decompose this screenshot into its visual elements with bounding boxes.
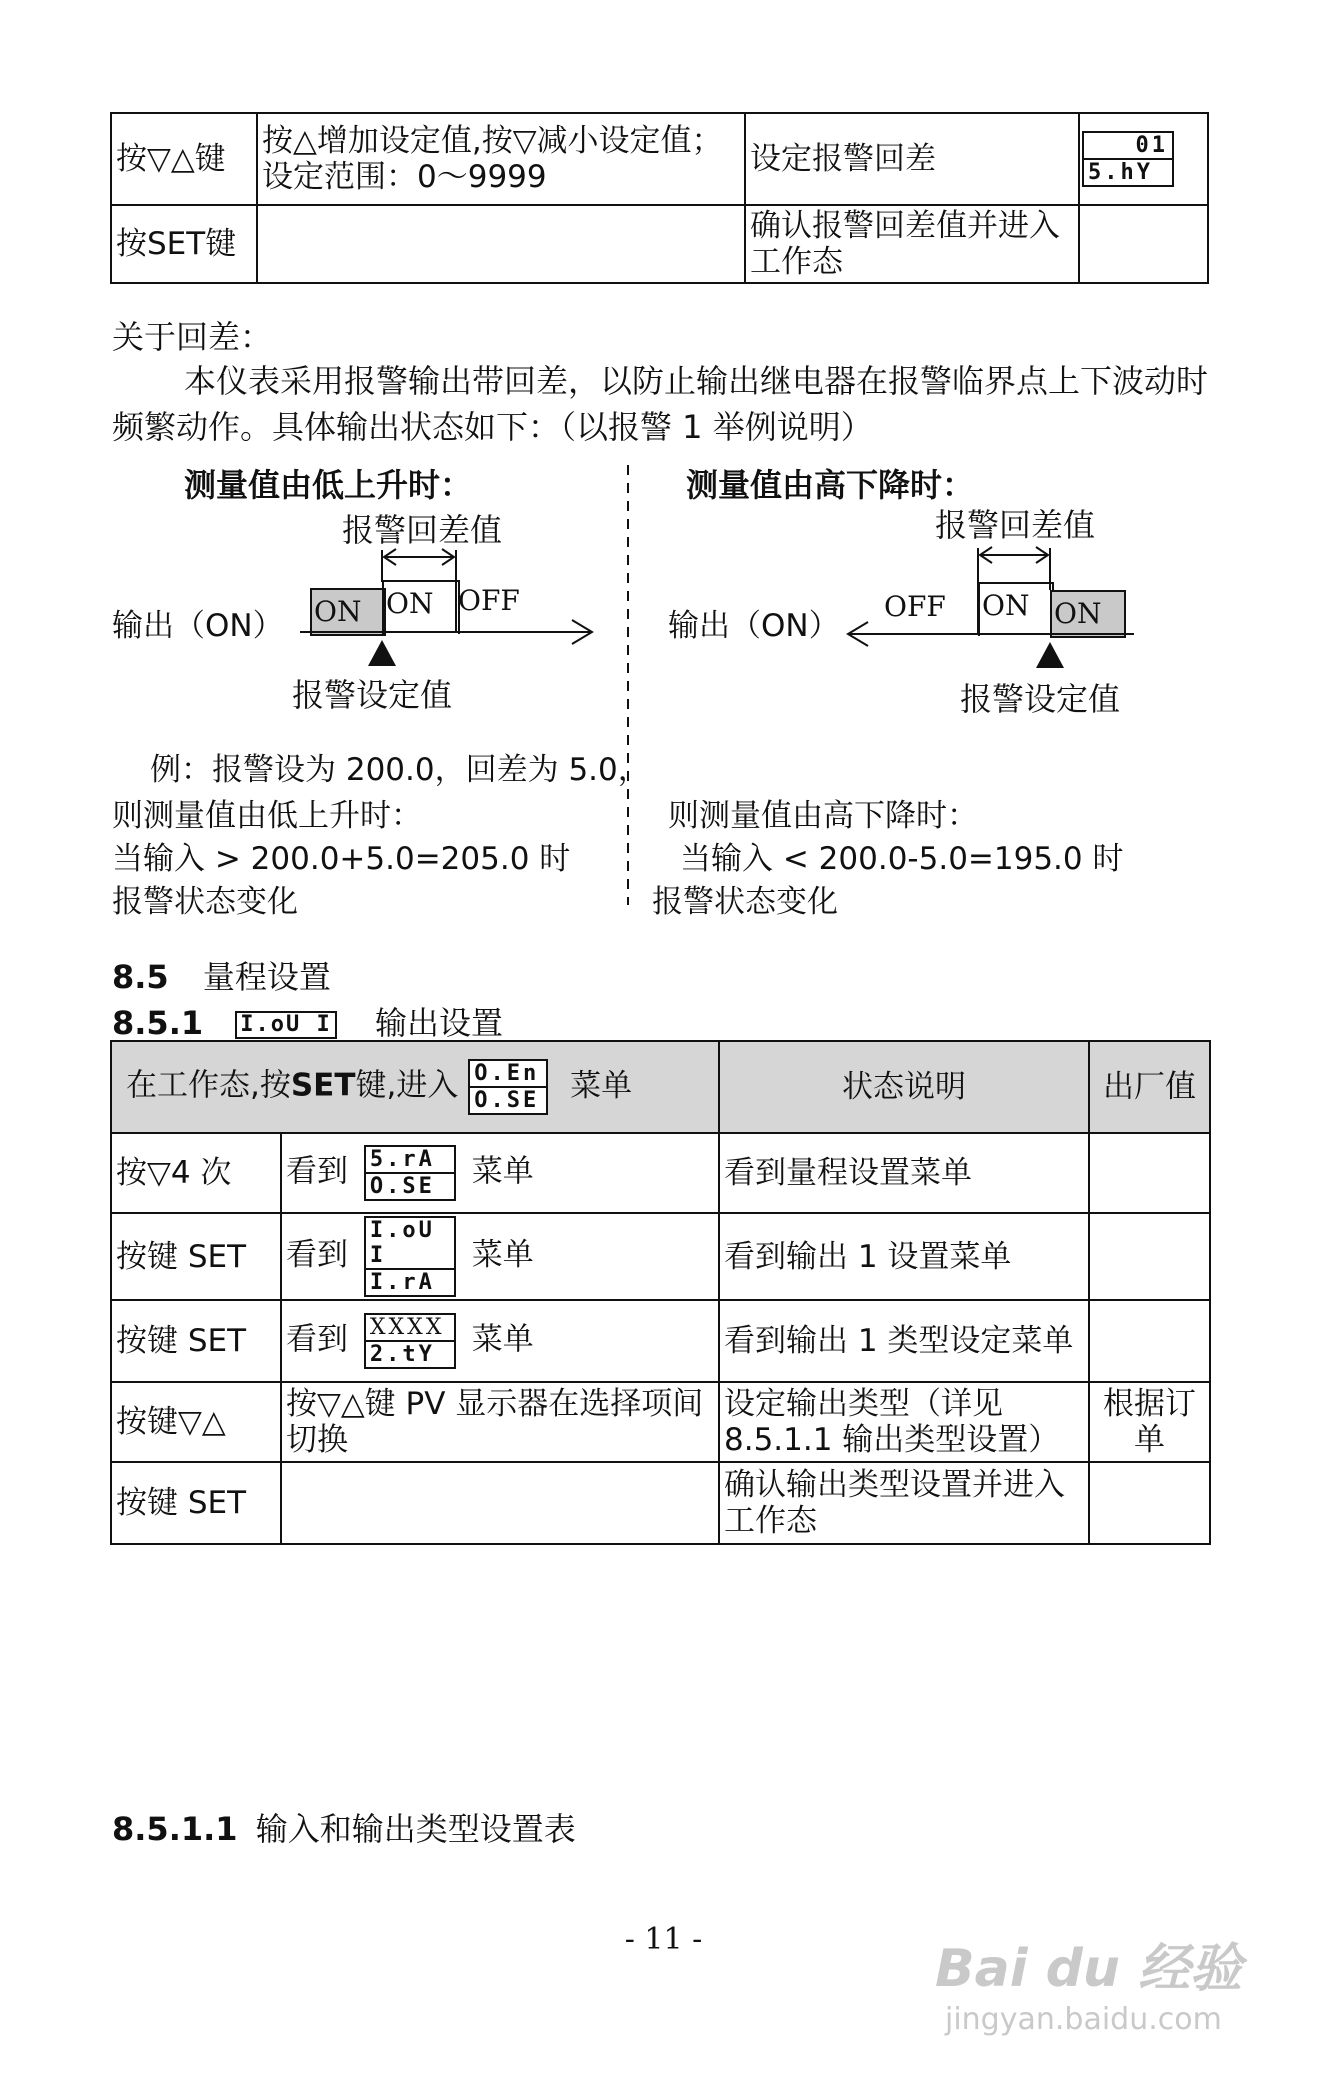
page-number: - 11 - <box>624 1922 703 1957</box>
table-cell <box>281 1462 719 1544</box>
subsection-title: 输出设置 <box>374 1004 503 1042</box>
cell-text: 确认报警回差值并进入工作态 <box>750 208 1060 280</box>
cell-text: 按键▽△ <box>116 1404 226 1440</box>
baidu-watermark-url: jingyan.baidu.com <box>945 2002 1222 2037</box>
rising-output-label: 输出（ON） <box>112 608 284 644</box>
table-cell <box>281 1300 719 1382</box>
led-display-top: XXXX <box>364 1313 456 1342</box>
box-label: ON <box>386 587 434 620</box>
table-cell <box>719 1462 1089 1544</box>
rising-band-label: 报警回差值 <box>342 511 503 549</box>
led-display-top: 01 <box>1082 131 1174 160</box>
rising-setpoint-label: 报警设定值 <box>292 676 453 714</box>
cell-text: 看到 <box>286 1321 348 1358</box>
section-8-5-heading <box>112 952 331 998</box>
table-cell <box>1089 1213 1210 1300</box>
cell-text: 按SET键 <box>116 226 237 262</box>
header-text: 出厂值 <box>1103 1069 1196 1105</box>
table-cell <box>111 1300 281 1382</box>
table-cell <box>1089 1133 1210 1213</box>
cell-text: 看到输出 1 类型设定菜单 <box>724 1323 1074 1359</box>
table-cell <box>1089 1382 1210 1462</box>
table-cell <box>719 1213 1089 1300</box>
table-cell <box>1089 1462 1210 1544</box>
table-cell <box>281 1213 719 1300</box>
table-row <box>111 1462 1210 1544</box>
led-display-bottom: 2.tY <box>364 1342 456 1369</box>
falling-example-1: 则测量值由高下降时： <box>668 798 978 834</box>
rising-example-1: 则测量值由低上升时： <box>112 798 422 834</box>
table-cell <box>1089 1300 1210 1382</box>
example-line: 例：报警设为 200.0，回差为 5.0， <box>150 752 649 788</box>
led-display <box>468 1059 548 1115</box>
table-cell <box>281 1133 719 1213</box>
header-text: 状态说明 <box>842 1069 966 1105</box>
header-text: 键,进入 <box>355 1067 459 1104</box>
cell-text: 按▽△键 <box>116 141 226 177</box>
table-cell <box>719 1382 1089 1462</box>
falling-off-label: OFF <box>884 590 946 623</box>
header-key: SET <box>290 1067 356 1104</box>
section-8-5-1-1-heading <box>112 1804 576 1850</box>
table-row <box>111 1300 1210 1382</box>
box-label: ON <box>982 589 1030 622</box>
cell-text: 看到 <box>286 1237 348 1273</box>
rising-example-3: 报警状态变化 <box>112 884 298 920</box>
rising-title: 测量值由低上升时： <box>184 466 473 504</box>
section-title: 量程设置 <box>202 958 331 996</box>
falling-example-3: 报警状态变化 <box>652 884 838 920</box>
section-title: 输入和输出类型设置表 <box>255 1810 576 1848</box>
cell-text: 菜单 <box>471 1237 534 1273</box>
led-display-top: I.oU I <box>364 1216 456 1270</box>
hysteresis-heading: 关于回差： <box>112 318 273 356</box>
cell-text: 设定输出类型（详见 8.5.1.1 输出类型设置） <box>724 1386 1060 1458</box>
box-label: ON <box>314 595 362 628</box>
rising-example-2: 当输入 > 200.0+5.0=205.0 时 <box>112 841 571 877</box>
table-cell <box>111 1133 281 1213</box>
rising-off-label: OFF <box>458 584 520 617</box>
header-text: 在工作态,按 <box>126 1067 291 1104</box>
falling-band-label: 报警回差值 <box>935 506 1096 544</box>
cell-text: 按键 SET <box>116 1238 247 1275</box>
table-cell <box>111 1462 281 1544</box>
table-cell <box>111 1382 281 1462</box>
led-display-bottom: I.rA <box>364 1270 456 1297</box>
cell-text: 菜单 <box>471 1153 534 1190</box>
table-row <box>111 1213 1210 1300</box>
cell-text: 看到量程设置菜单 <box>724 1155 972 1191</box>
output-settings-table <box>110 1040 1211 1545</box>
header-text: 菜单 <box>570 1067 633 1104</box>
cell-text: 按△增加设定值,按▽减小设定值；设定范围：0～9999 <box>262 123 723 195</box>
hysteresis-paragraph: 本仪表采用报警输出带回差，以防止输出继电器在报警临界点上下波动时频繁动作。具体输出状态如下：（以报警 1 举例说明） <box>112 362 1209 446</box>
led-display-bottom: O.SE <box>468 1088 548 1115</box>
header-cell <box>1089 1041 1210 1133</box>
section-number: 8.5.1.1 <box>112 1810 238 1848</box>
cell-text: 按▽△键 PV 显示器在选择项间切换 <box>286 1386 704 1458</box>
led-display <box>364 1145 456 1201</box>
section-number: 8.5 <box>112 958 169 996</box>
section-8-5-1-heading <box>112 998 503 1044</box>
cell-text: 确认输出类型设置并进入工作态 <box>724 1467 1065 1539</box>
header-cell <box>719 1041 1089 1133</box>
table-cell <box>281 1382 719 1462</box>
cell-text: 看到 <box>286 1153 348 1190</box>
subsection-number: 8.5.1 <box>112 1004 204 1042</box>
led-display <box>364 1216 456 1297</box>
led-display-top: 5.rA <box>364 1145 456 1174</box>
led-display-top: O.En <box>468 1059 548 1088</box>
cell-text: 根据订单 <box>1103 1386 1196 1458</box>
falling-setpoint-label: 报警设定值 <box>960 680 1121 718</box>
table-row <box>111 1133 1210 1213</box>
table-cell <box>719 1133 1089 1213</box>
cell-text: 看到输出 1 设置菜单 <box>724 1238 1012 1275</box>
led-display: I.oU I <box>235 1011 336 1039</box>
header-cell <box>111 1041 719 1133</box>
falling-title: 测量值由高下降时： <box>686 466 975 504</box>
led-display-bottom: 5.hY <box>1082 160 1174 187</box>
cell-text: 按键 SET <box>116 1323 247 1359</box>
box-label: ON <box>1054 597 1102 630</box>
led-display <box>364 1313 456 1369</box>
falling-output-label: 输出（ON） <box>668 608 840 644</box>
table-cell <box>719 1300 1089 1382</box>
led-display-bottom: O.SE <box>364 1174 456 1201</box>
table-header-row <box>111 1041 1210 1133</box>
table-cell <box>111 1213 281 1300</box>
cell-text: 设定报警回差 <box>750 141 936 177</box>
cell-text: 菜单 <box>471 1321 534 1358</box>
falling-example-2: 当输入 < 200.0-5.0=195.0 时 <box>680 841 1124 877</box>
table-row <box>111 1382 1210 1462</box>
baidu-watermark-logo: Bai du 经验 <box>935 1939 1242 1999</box>
cell-text: 按▽4 次 <box>116 1155 232 1191</box>
cell-text: 按键 SET <box>116 1485 247 1521</box>
